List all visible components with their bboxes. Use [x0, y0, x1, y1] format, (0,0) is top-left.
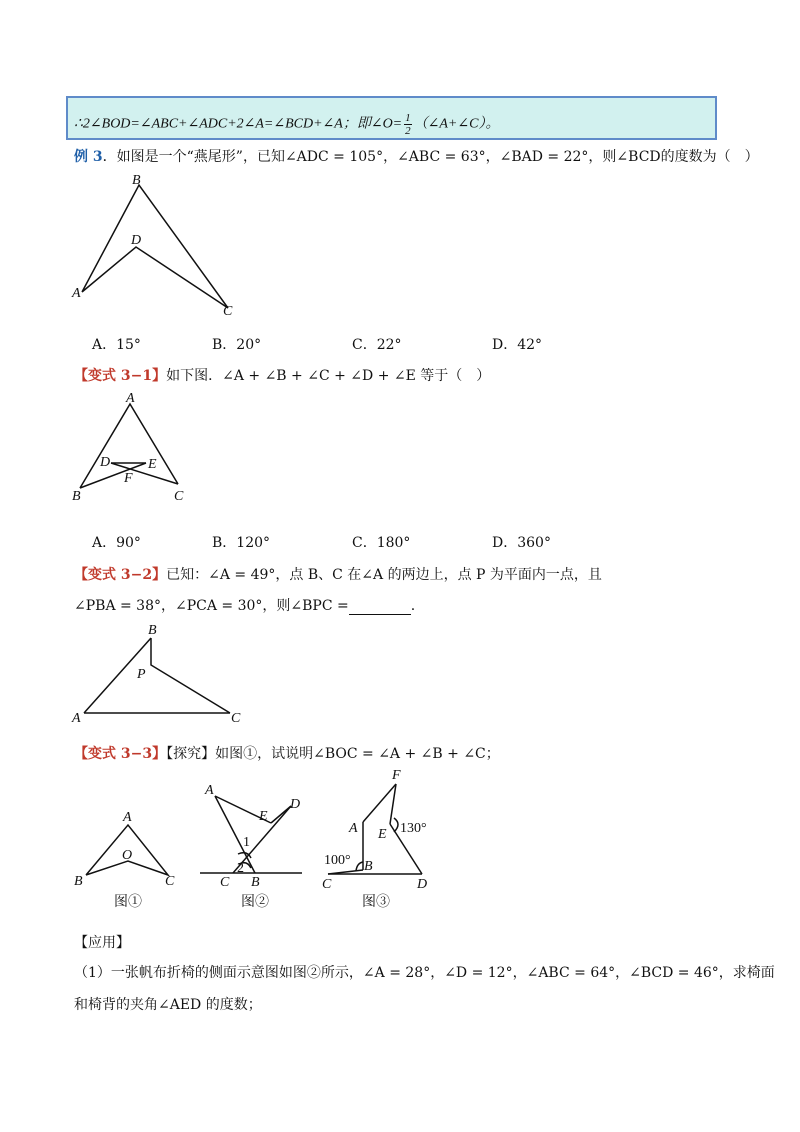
figure-2 — [195, 780, 310, 910]
example-3-option-d: D．42° — [492, 337, 543, 353]
example-3-text: ．如图是一个“燕尾形”，已知∠ADC = 105°，∠ABC = 63°，∠BAD = 22°，则∠BCD的度数为（ ） — [102, 149, 759, 165]
star-line-b-e — [80, 463, 146, 488]
variant-3-3-text: 【探究】如图①，试说明∠BOC = ∠A + ∠B + ∠C； — [166, 746, 500, 762]
application-q1-line-2: 和椅背的夹角∠AED 的度数； — [74, 997, 262, 1013]
variant-3-2-text-1: 已知：∠A = 49°，点 B、C 在∠A 的两边上，点 P 为平面内一点，且 — [166, 567, 602, 583]
swallowtail-figure — [70, 172, 250, 322]
variant-3-2-line-2 — [74, 595, 415, 615]
angle-label-2: 2 — [237, 861, 244, 876]
variant-3-1-label: 【变式 3−1】 — [74, 368, 167, 384]
variant-3-3-label: 【变式 3−3】 — [74, 746, 167, 762]
variant-3-3-stem — [74, 743, 500, 763]
application-q1-line-1: （1）一张帆布折椅的侧面示意图如图②所示，∠A = 28°，∠D = 12°，∠ABC = 64°，∠BCD = 46°，求椅面 — [74, 965, 775, 981]
fig1-label-b: B — [74, 874, 83, 889]
fig-label-p: P — [137, 667, 146, 682]
fig2-label-d: D — [290, 797, 301, 812]
half-fraction — [404, 112, 412, 137]
fig-label-e: E — [148, 457, 157, 472]
variant-3-1-option-d: D．360° — [492, 535, 551, 551]
angle-label-130: 130° — [400, 821, 427, 836]
variant-3-2-line-1 — [74, 564, 602, 584]
conclusion-prefix: ∴2∠BOD=∠ABC+∠ADC+2∠A=∠BCD+∠A；即∠O= — [74, 116, 403, 132]
fig2-label-a: A — [205, 783, 214, 798]
fig1-label-a: A — [123, 810, 132, 825]
fig-label-d: D — [100, 455, 111, 470]
variant-3-2-label: 【变式 3−2】 — [74, 567, 167, 583]
variant-3-1-stem — [74, 365, 490, 385]
variant-3-1-option-b: B．120° — [212, 535, 271, 551]
variant-3-2-period: . — [410, 598, 416, 614]
figure-3 — [318, 766, 440, 911]
conclusion-text — [74, 112, 499, 137]
fig3-label-b: B — [364, 859, 373, 874]
figure-2-caption: 图② — [241, 895, 269, 910]
angle-label-1: 1 — [243, 835, 250, 850]
star-figure — [70, 390, 200, 508]
variant-3-2-text-2: ∠PBA = 38°，∠PCA = 30°，则∠BPC = — [74, 598, 349, 614]
fig-label-a: A — [126, 391, 135, 406]
conclusion-suffix: （∠A+∠C）。 — [413, 116, 500, 132]
fig2-label-b: B — [251, 875, 260, 890]
figure-1 — [70, 805, 190, 915]
variant-3-1-option-a: A．90° — [92, 535, 141, 551]
fig1-label-o: O — [122, 848, 133, 863]
angle-label-100: 100° — [324, 853, 351, 868]
fig3-label-d: D — [417, 877, 428, 892]
answer-blank[interactable] — [349, 600, 411, 615]
example-3-option-a: A．15° — [92, 337, 141, 353]
fig2-label-c: C — [220, 875, 230, 890]
fig-label-d: D — [131, 233, 142, 248]
swallowtail-outline — [82, 185, 228, 308]
fig3-label-c: C — [322, 877, 332, 892]
application-heading: 【应用】 — [74, 935, 130, 951]
fig-label-b: B — [148, 623, 157, 638]
variant-3-1-text: 如下图．∠A + ∠B + ∠C + ∠D + ∠E 等于（ ） — [166, 368, 491, 384]
fig3-label-f: F — [392, 768, 401, 783]
fig-label-b: B — [72, 489, 81, 504]
frac-numerator: 1 — [405, 112, 411, 124]
variant-3-1-option-c: C．180° — [352, 535, 411, 551]
angle-p-figure — [70, 620, 255, 730]
example-3-option-c: C．22° — [352, 337, 402, 353]
figure-1-caption: 图① — [114, 895, 142, 910]
fig-label-a: A — [72, 286, 81, 301]
line-b-p-c — [151, 638, 230, 713]
example-3-stem — [74, 146, 759, 166]
fig3-label-e: E — [378, 827, 387, 842]
line-e-d — [271, 806, 291, 823]
figure-3-caption: 图③ — [362, 895, 390, 910]
fig-label-c: C — [174, 489, 184, 504]
example-3-label: 例 3 — [74, 149, 103, 165]
fig-label-a: A — [72, 711, 81, 726]
fig1-label-c: C — [165, 874, 175, 889]
fig2-label-e: E — [259, 809, 268, 824]
fig-label-b: B — [132, 173, 141, 188]
fig-label-f: F — [124, 471, 133, 486]
fig-label-c: C — [223, 304, 233, 319]
example-3-option-b: B．20° — [212, 337, 262, 353]
fig3-label-a: A — [349, 821, 358, 836]
fig-label-c: C — [231, 711, 241, 726]
frac-denominator: 2 — [405, 125, 411, 137]
